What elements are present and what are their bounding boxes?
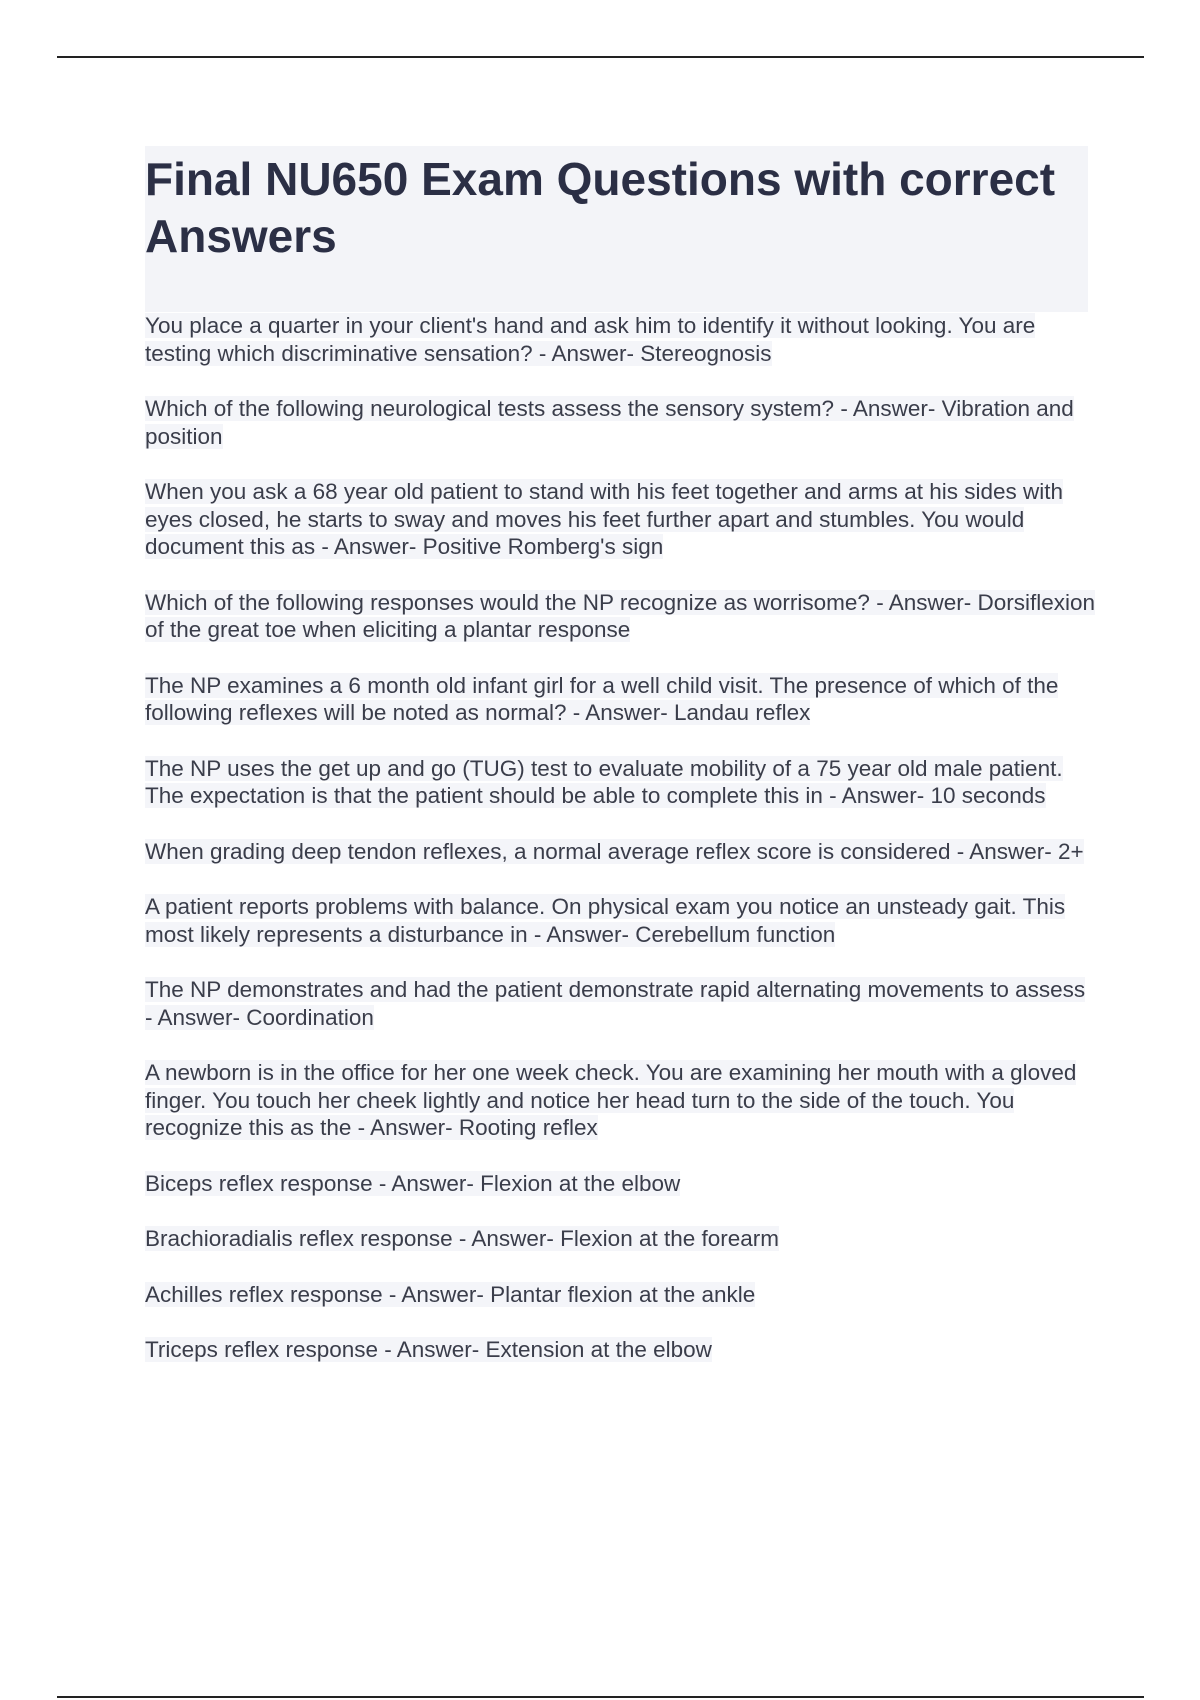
qa-text: Achilles reflex response - Answer- Plantar flexion at the ankle — [145, 1281, 756, 1307]
footer-rule — [57, 1696, 1144, 1698]
qa-item — [145, 672, 1095, 727]
qa-item — [145, 755, 1095, 810]
qa-text: The NP examines a 6 month old infant girl for a well child visit. The presence of which of the following reflexes will be noted as normal? - Answer- Landau reflex — [145, 672, 1059, 725]
qa-text: Which of the following responses would the NP recognize as worrisome? - Answer- Dorsiflexion of the great toe when eliciting a plantar response — [145, 589, 1096, 642]
qa-text: When grading deep tendon reflexes, a normal average reflex score is considered - Answer- 2+ — [145, 838, 1084, 864]
qa-item — [145, 1225, 1095, 1253]
qa-text: Brachioradialis reflex response - Answer- Flexion at the forearm — [145, 1226, 780, 1251]
qa-text: Triceps reflex response - Answer- Extension at the elbow — [145, 1337, 712, 1362]
document-title: Final NU650 Exam Questions with correct Answers — [145, 153, 1056, 262]
qa-text: When you ask a 68 year old patient to stand with his feet together and arms at his sides with eyes closed, he starts to sway and moves his feet further apart and stumbles. You would document this as - Answer- Positive Romberg's sign — [145, 479, 1064, 559]
title-block — [145, 146, 1088, 312]
qa-text: The NP uses the get up and go (TUG) test to evaluate mobility of a 75 year old male patient. The expectation is that the patient should be able to complete this in - Answer- 10 seconds — [145, 755, 1063, 808]
qa-item — [145, 312, 1095, 367]
qa-item — [145, 589, 1095, 644]
qa-text: You place a quarter in your client's hand and ask him to identify it without looking. You are testing which discriminative sensation? - Answer- Stereognosis — [145, 313, 1036, 366]
qa-item — [145, 1336, 1095, 1364]
qa-item — [145, 478, 1095, 561]
qa-text: Biceps reflex response - Answer- Flexion at the elbow — [145, 1170, 681, 1196]
qa-item — [145, 1059, 1095, 1142]
qa-text: A newborn is in the office for her one week check. You are examining her mouth with a gloved finger. You touch her cheek lightly and notice her head turn to the side of the touch. You recognize this as the - Answer- Rooting reflex — [145, 1060, 1077, 1140]
qa-item — [145, 1281, 1095, 1309]
qa-text: Which of the following neurological tests assess the sensory system? - Answer- Vibration and position — [145, 396, 1074, 449]
qa-item — [145, 976, 1095, 1031]
qa-item — [145, 893, 1095, 948]
qa-item — [145, 395, 1095, 450]
qa-item — [145, 838, 1095, 866]
header-rule — [57, 56, 1144, 58]
qa-text: The NP demonstrates and had the patient demonstrate rapid alternating movements to assess - Answer- Coordination — [145, 977, 1086, 1030]
qa-text: A patient reports problems with balance. On physical exam you notice an unsteady gait. This most likely represents a disturbance in - Answer- Cerebellum function — [145, 894, 1066, 947]
qa-list — [145, 312, 1095, 1392]
qa-item — [145, 1170, 1095, 1198]
